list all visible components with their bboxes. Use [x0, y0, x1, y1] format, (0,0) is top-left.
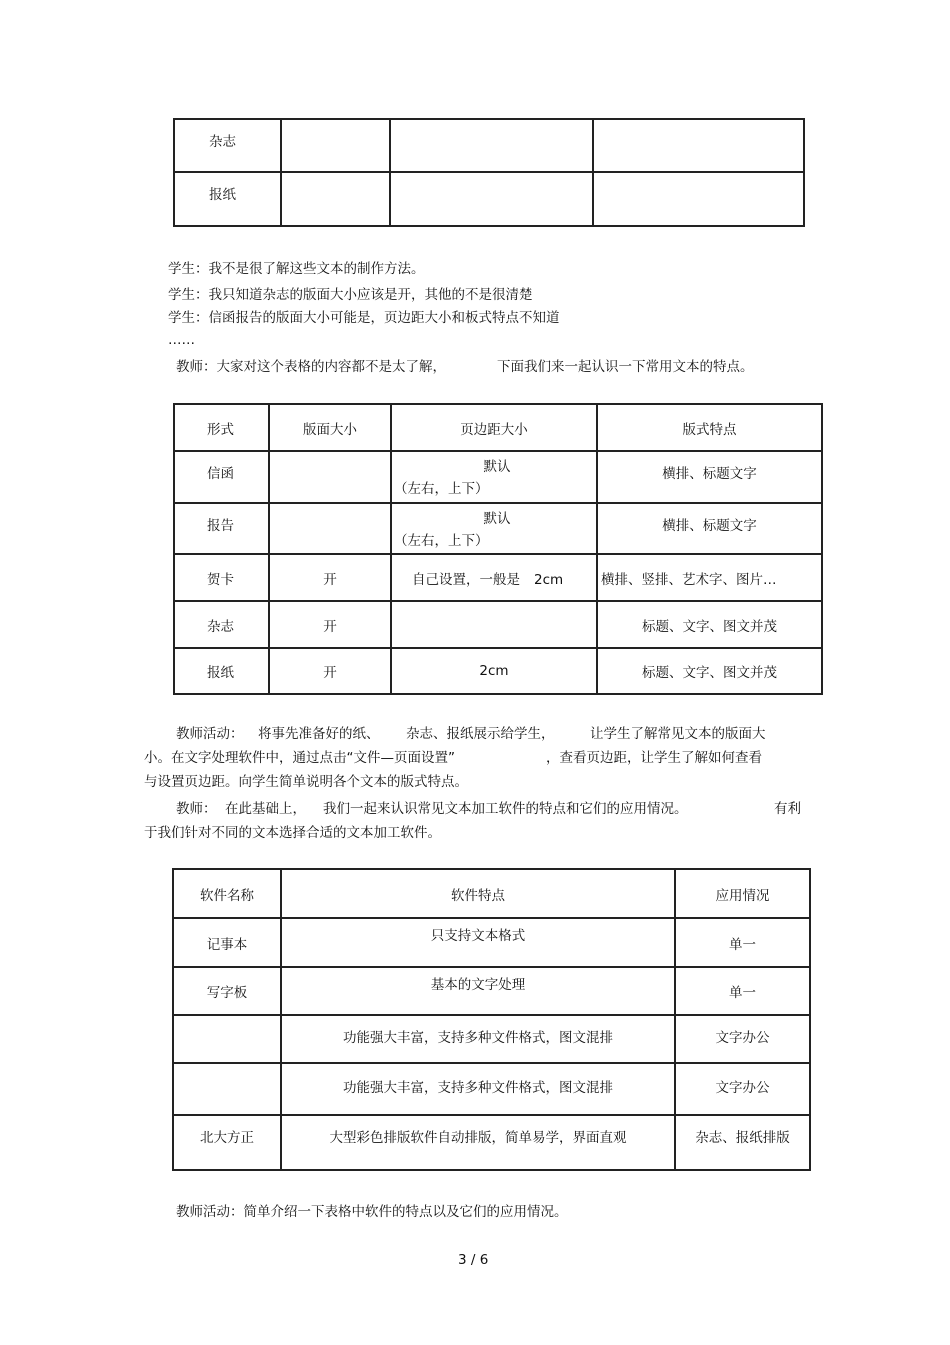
teacher-2-c: 我们一起来认识常见文本加工软件的特点和它们的应用情况。 — [323, 801, 688, 817]
table-cell: 大型彩色排版软件自动排版，简单易学，界面直观 — [281, 1115, 675, 1170]
table-cell — [281, 172, 390, 226]
table-cell — [173, 1063, 281, 1115]
margin-default: 默认 — [483, 459, 511, 475]
table-2 — [173, 403, 823, 695]
table-row — [173, 918, 810, 967]
teacher-2-e: 于我们针对不同的文本选择合适的文本加工软件。 — [144, 825, 441, 841]
table-cell: 北大方正 — [173, 1115, 281, 1170]
ellipsis: …… — [168, 332, 195, 348]
activity-3: 与设置页边距。向学生简单说明各个文本的版式特点。 — [144, 774, 468, 790]
table-cell — [269, 451, 391, 503]
activity-2-a: 小。在文字处理软件中，通过点击“文件—页面设置” — [144, 750, 455, 766]
teacher-2-a: 教师： — [176, 801, 217, 817]
table-row — [173, 967, 810, 1015]
table-cell: 只支持文本格式 — [281, 918, 675, 967]
activity-1-d: 让学生了解常见文本的版面大 — [590, 726, 766, 742]
margin-text: 自己设置，一般是 — [412, 571, 520, 588]
row-label: 杂志 — [209, 134, 236, 150]
table-row — [174, 172, 804, 226]
margin-default: 默认 — [483, 511, 511, 527]
table-cell — [174, 119, 281, 172]
table-cell: 文字办公 — [675, 1015, 810, 1063]
margin-note: （左右，上下） — [394, 533, 489, 549]
table-row — [174, 648, 822, 694]
table-cell: 横排、竖排、艺术字、图片… — [597, 554, 822, 601]
table-cell — [281, 119, 390, 172]
table-cell: 单一 — [675, 918, 810, 967]
table-cell — [390, 119, 593, 172]
table-cell — [391, 503, 597, 554]
student-line-3: 学生：信函报告的版面大小可能是，页边距大小和板式特点不知道 — [168, 310, 560, 326]
table-cell — [391, 554, 597, 601]
table-row — [173, 1015, 810, 1063]
activity-1-b: 将事先准备好的纸、 — [258, 726, 380, 742]
table-header-row — [174, 404, 822, 451]
header-cell: 软件名称 — [173, 869, 281, 918]
table-cell: 横排、标题文字 — [597, 503, 822, 554]
student-line-2: 学生：我只知道杂志的版面大小应该是开，其他的不是很清楚 — [168, 287, 533, 303]
table-cell — [391, 601, 597, 648]
table-cell: 基本的文字处理 — [281, 967, 675, 1015]
header-cell: 应用情况 — [675, 869, 810, 918]
table-cell: 写字板 — [173, 967, 281, 1015]
table-row — [173, 1063, 810, 1115]
table-row — [174, 119, 804, 172]
table-row — [174, 451, 822, 503]
page-number: 3 / 6 — [458, 1252, 489, 1268]
row-label: 报纸 — [209, 187, 236, 203]
table-cell — [593, 119, 804, 172]
table-cell: 杂志、报纸排版 — [675, 1115, 810, 1170]
teacher-2-b: 在此基础上， — [225, 801, 306, 817]
table-row — [174, 554, 822, 601]
table-cell: 开 — [269, 554, 391, 601]
table-header-row — [173, 869, 810, 918]
teacher-line-1b: 下面我们来一起认识一下常用文本的特点。 — [497, 359, 754, 375]
table-row — [174, 601, 822, 648]
header-cell: 软件特点 — [281, 869, 675, 918]
table-cell: 报告 — [174, 503, 269, 554]
activity-2-b: ，查看页边距，让学生了解如何查看 — [546, 750, 762, 766]
table-cell: 2cm — [391, 648, 597, 694]
header-cell: 形式 — [174, 404, 269, 451]
table-cell — [390, 172, 593, 226]
table-cell: 记事本 — [173, 918, 281, 967]
header-cell: 页边距大小 — [391, 404, 597, 451]
table-cell — [269, 503, 391, 554]
table-cell — [173, 1015, 281, 1063]
table-cell: 标题、文字、图文并茂 — [597, 648, 822, 694]
table-cell: 单一 — [675, 967, 810, 1015]
table-cell: 功能强大丰富，支持多种文件格式，图文混排 — [281, 1015, 675, 1063]
table-cell — [593, 172, 804, 226]
table-3 — [172, 868, 811, 1171]
margin-note: （左右，上下） — [394, 481, 489, 497]
table-cell — [174, 172, 281, 226]
header-cell: 版面大小 — [269, 404, 391, 451]
table-cell: 报纸 — [174, 648, 269, 694]
table-cell: 功能强大丰富，支持多种文件格式，图文混排 — [281, 1063, 675, 1115]
table-cell: 标题、文字、图文并茂 — [597, 601, 822, 648]
table-1 — [173, 118, 805, 227]
table-cell: 文字办公 — [675, 1063, 810, 1115]
student-line-1: 学生：我不是很了解这些文本的制作方法。 — [168, 261, 425, 277]
teacher-2-d: 有利 — [774, 801, 801, 817]
teacher-line-1a: 教师：大家对这个表格的内容都不是太了解， — [176, 359, 446, 375]
activity-1-a: 教师活动： — [176, 726, 244, 742]
table-row — [174, 503, 822, 554]
table-cell: 横排、标题文字 — [597, 451, 822, 503]
table-cell: 开 — [269, 601, 391, 648]
table-cell: 开 — [269, 648, 391, 694]
activity-summary: 教师活动：简单介绍一下表格中软件的特点以及它们的应用情况。 — [176, 1204, 568, 1220]
margin-value: 2cm — [534, 571, 564, 588]
table-cell: 信函 — [174, 451, 269, 503]
table-cell: 杂志 — [174, 601, 269, 648]
header-cell: 版式特点 — [597, 404, 822, 451]
activity-1-c: 杂志、报纸展示给学生， — [406, 726, 555, 742]
table-cell: 贺卡 — [174, 554, 269, 601]
table-row — [173, 1115, 810, 1170]
table-cell — [391, 451, 597, 503]
